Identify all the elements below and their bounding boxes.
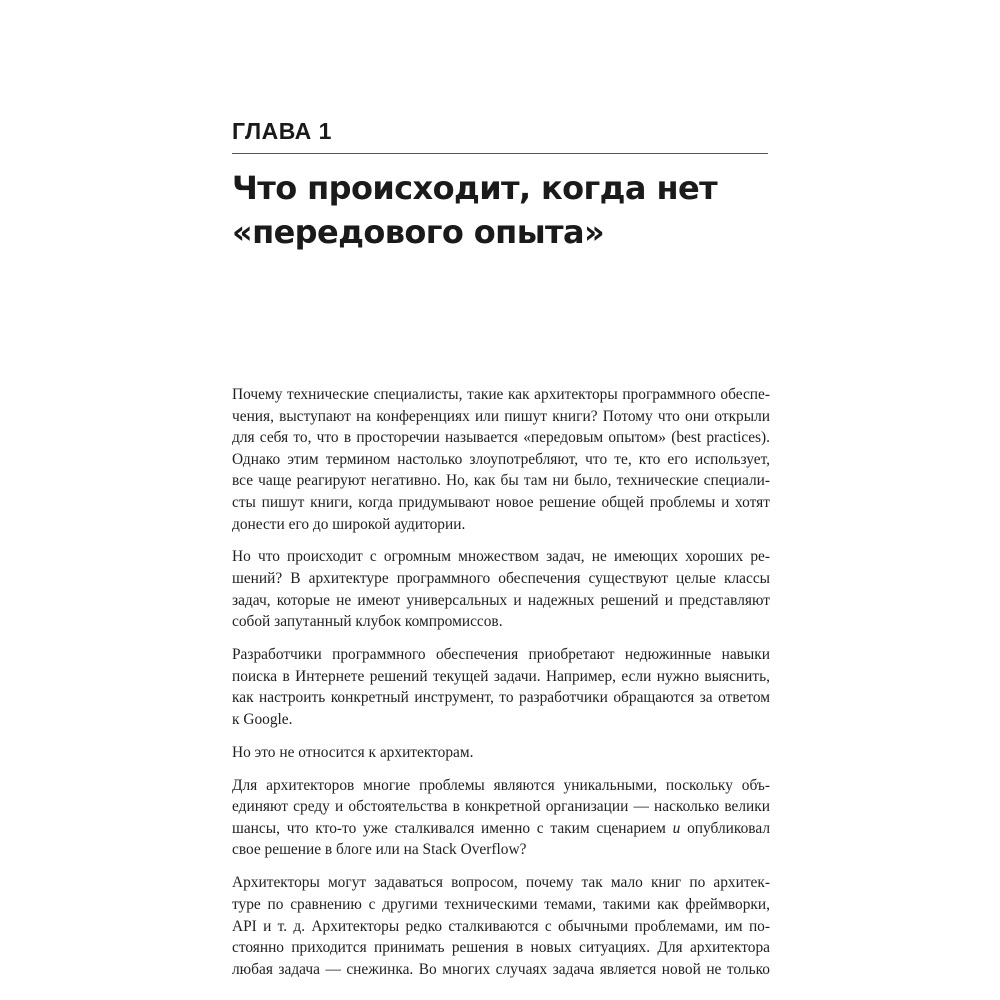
paragraph bbox=[232, 775, 770, 861]
text-line-with-emphasis bbox=[232, 818, 770, 840]
text-line: собой запутанный клубок компромиссов. bbox=[232, 613, 503, 631]
text-line: для себя то, что в просторечии называется «передовым опытом» (best practices). bbox=[232, 429, 770, 447]
paragraph bbox=[232, 872, 770, 980]
body-text bbox=[232, 384, 770, 992]
text-line: Но что происходит с огромным множеством задач, не имеющих хороших ре- bbox=[232, 548, 770, 566]
text-line: Разработчики программного обеспечения приобретают недюжинные навыки bbox=[232, 646, 770, 664]
text-line: Однако этим термином настолько злоупотребляют, что те, кто его использует, bbox=[232, 450, 770, 468]
text-segment: шансы, что кто-то уже сталкивался именно с таким сценарием bbox=[232, 819, 666, 837]
text-line: Для архитекторов многие проблемы являются уникальными, поскольку объ- bbox=[232, 776, 770, 794]
paragraph bbox=[232, 384, 770, 535]
text-line: донести его до широкой аудитории. bbox=[232, 515, 466, 533]
text-line: к Google. bbox=[232, 710, 293, 728]
text-line: Почему технические специалисты, такие как архитекторы программного обеспе- bbox=[232, 386, 770, 403]
text-line: туре по сравнению с другими техническими темами, такими как фреймворки, bbox=[232, 895, 770, 913]
chapter-label: ГЛАВА 1 bbox=[232, 118, 332, 144]
text-line: единяют среду и обстоятельства в конкретной организации — насколько велики bbox=[232, 798, 770, 816]
text-line: API и т. д. Архитекторы редко сталкиваются с обычными проблемами, им по- bbox=[232, 917, 770, 935]
text-segment: опубликовал bbox=[687, 819, 770, 837]
emphasis: и bbox=[672, 819, 681, 837]
text-line: любая задача — снежинка. Во многих случаях задача является новой не только bbox=[232, 960, 770, 978]
text-line: поиска в Интернете решений текущей задачи. Например, если нужно выяснить, bbox=[232, 667, 770, 685]
chapter-title bbox=[232, 166, 772, 254]
chapter-title-line: Что происходит, когда нет bbox=[232, 169, 718, 207]
paragraph bbox=[232, 546, 770, 632]
text-line: стоянно приходится принимать решения в новых ситуациях. Для архитектора bbox=[232, 939, 770, 957]
text-line: чения, выступают на конференциях или пишут книги? Потому что они открыли bbox=[232, 407, 770, 425]
text-line: свое решение в блоге или на Stack Overflow? bbox=[232, 841, 527, 859]
paragraph bbox=[232, 742, 770, 764]
text-line: Но это не относится к архитекторам. bbox=[232, 743, 474, 761]
paragraph bbox=[232, 644, 770, 730]
text-line: как настроить конкретный инструмент, то разработчики обращаются за ответом bbox=[232, 689, 770, 707]
text-line: Архитекторы могут задаваться вопросом, почему так мало книг по архитек- bbox=[232, 874, 770, 892]
text-line: шений? В архитектуре программного обеспечения существуют целые классы bbox=[232, 570, 770, 588]
text-line: задач, которые не имеют универсальных и надежных решений и представляют bbox=[232, 591, 770, 609]
chapter-divider bbox=[232, 153, 768, 154]
chapter-title-line: «передового опыта» bbox=[232, 213, 605, 251]
text-line: сты пишут книги, когда придумывают новое решение общей проблемы и хотят bbox=[232, 493, 770, 511]
text-line: все чаще реагируют негативно. Но, как бы там ни было, технические специали- bbox=[232, 472, 770, 490]
